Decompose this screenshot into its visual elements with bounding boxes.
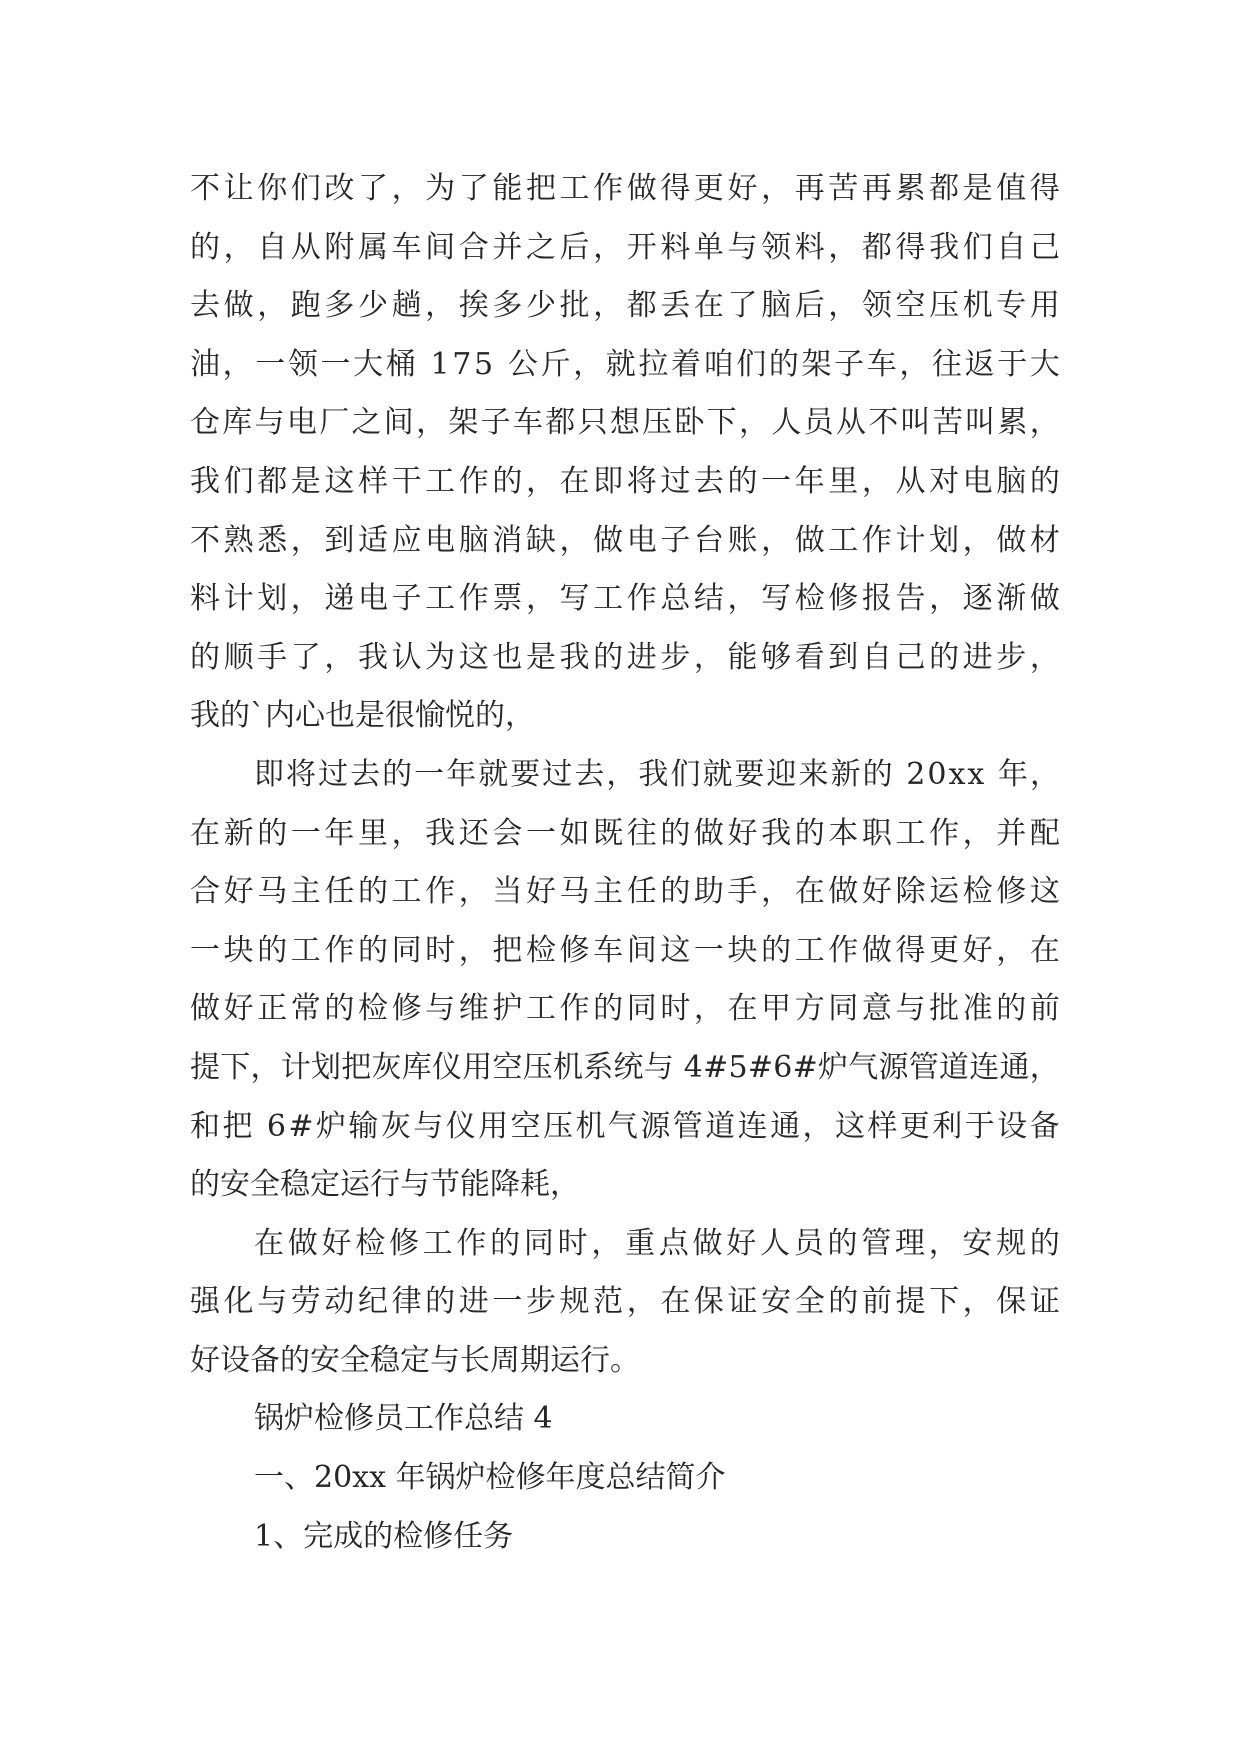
text-line: 我的`内心也是很愉悦的， (190, 698, 535, 734)
text-line: 料 计 划 ， 递 电 子 工 作 票 ， 写 工 作 总 结 ， 写 检 修 报 告 ， 逐 渐 做 (190, 581, 1060, 617)
text-line: 不 让 你 们 改 了 ， 为 了 能 把 工 作 做 得 更 好 ， 再 苦 再 累 都 是 值 得 (190, 171, 1060, 206)
text-line: 在 做 好 检 修 工 作 的 同 时 ， 重 点 做 好 人 员 的 管 理 ， 安 规 的 (254, 1225, 1060, 1261)
text-line: 即 将 过 去 的 一 年 就 要 过 去 ， 我 们 就 要 迎 来 新 的 2 0 x x 年 ， (254, 756, 1060, 792)
text-line: 在 新 的 一 年 里 ， 我 还 会 一 如 既 往 的 做 好 我 的 本 职 工 作 ， 并 配 (190, 815, 1060, 851)
text-line: 的安全稳定运行与节能降耗， (190, 1167, 580, 1203)
text-line: 好设备的安全稳定与长周期运行。 (190, 1342, 640, 1378)
text-line: 一 块 的 工 作 的 同 时 ， 把 检 修 车 间 这 一 块 的 工 作 做 得 更 好 ， 在 (190, 932, 1060, 968)
text-line: 和 把 6 # 炉 输 灰 与 仪 用 空 压 机 气 源 管 道 连 通 ， 这 样 更 利 于 设 备 (190, 1108, 1060, 1144)
text-line: 锅炉检修员工作总结 4 (254, 1401, 553, 1437)
text-line: 去 做 ， 跑 多 少 趟 ， 挨 多 少 批 ， 都 丢 在 了 脑 后 ， 领 空 压 机 专 用 (190, 288, 1060, 324)
text-line: 油 ， 一 领 一 大 桶 1 7 5 公 斤 ， 就 拉 着 咱 们 的 架 子 车 ， 往 返 于 大 (190, 346, 1060, 382)
text-line: 合 好 马 主 任 的 工 作 ， 当 好 马 主 任 的 助 手 ， 在 做 好 除 运 检 修 这 (190, 874, 1060, 910)
text-line: 做 好 正 常 的 检 修 与 维 护 工 作 的 同 时 ， 在 甲 方 同 意 与 批 准 的 前 (190, 991, 1060, 1027)
text-line: 提 下 ， 计 划 把 灰 库 仪 用 空 压 机 系 统 与 4 # 5 # 6 # 炉 气 源 管 道 连 通 ， (190, 1049, 1060, 1085)
text-line: 的 顺 手 了 ， 我 认 为 这 也 是 我 的 进 步 ， 能 够 看 到 自 己 的 进 步 ， (190, 639, 1060, 675)
text-line: 强 化 与 劳 动 纪 律 的 进 一 步 规 范 ， 在 保 证 安 全 的 前 提 下 ， 保 证 (190, 1284, 1060, 1320)
document-body (190, 160, 1060, 1566)
text-line: 我 们 都 是 这 样 干 工 作 的 ， 在 即 将 过 去 的 一 年 里 ， 从 对 电 脑 的 (190, 463, 1060, 499)
text-line: 1、完成的检修任务 (254, 1518, 514, 1554)
text-line: 不 熟 悉 ， 到 适 应 电 脑 消 缺 ， 做 电 子 台 账 ， 做 工 作 计 划 ， 做 材 (190, 522, 1060, 558)
text-line: 一、20xx 年锅炉检修年度总结简介 (254, 1460, 726, 1496)
text-line: 仓 库 与 电 厂 之 间 ， 架 子 车 都 只 想 压 卧 下 ， 人 员 从 不 叫 苦 叫 累 ， (190, 405, 1060, 441)
text-line: 的 ， 自 从 附 属 车 间 合 并 之 后 ， 开 料 单 与 领 料 ， 都 得 我 们 自 己 (190, 229, 1060, 265)
